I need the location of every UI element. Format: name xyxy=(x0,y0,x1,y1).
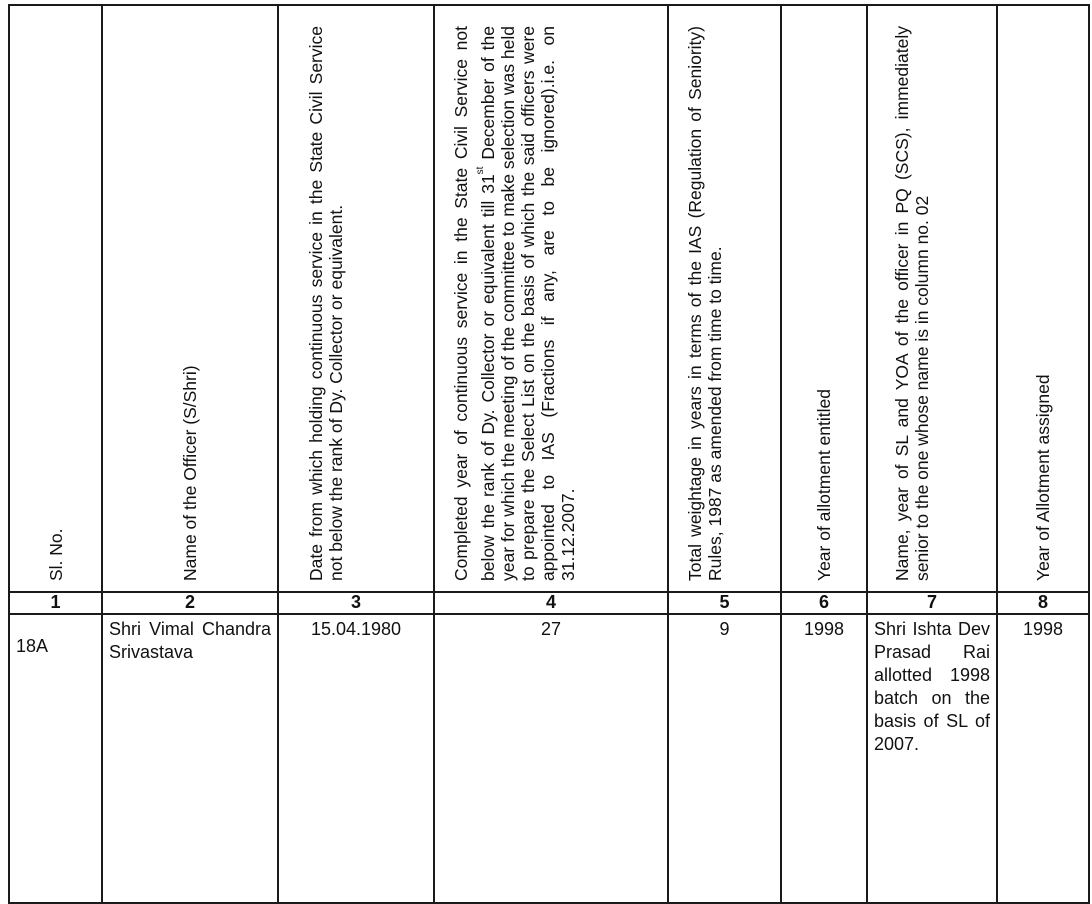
header-row xyxy=(9,5,1089,592)
completed-years-value: 27 xyxy=(434,614,668,903)
header-officer-name: Name of the Officer (S/Shri) xyxy=(180,365,200,581)
yoa-assigned-value: 1998 xyxy=(997,614,1089,903)
header-cell-sl-no xyxy=(9,5,102,592)
column-number: 2 xyxy=(102,592,278,614)
header-cell-name xyxy=(102,5,278,592)
header-completed-years: Completed year of continuous service in the State Civil Service not below the rank of Dy. Collector or equivalent till 31st December of the year for which the meeting of the committee to make selection was held to prepare the Select List on the basis of which the said officers were appointed to IAS (Fractions if any, are to be ignored).i.e. on 31.12.2007. xyxy=(451,26,578,581)
service-date-value: 15.04.1980 xyxy=(278,614,434,903)
column-number: 5 xyxy=(668,592,781,614)
header-cell-yoa-entitled xyxy=(781,5,867,592)
seniority-table xyxy=(8,4,1090,904)
table-row xyxy=(9,614,1089,903)
column-number: 1 xyxy=(9,592,102,614)
header-sl-no: Sl. No. xyxy=(45,528,66,581)
header-cell-yoa-assigned xyxy=(997,5,1089,592)
column-number: 7 xyxy=(867,592,997,614)
header-senior-officer: Name, year of SL and YOA of the officer in PQ (SCS), immediately senior to the one whose name is in column no. 02 xyxy=(892,26,932,581)
column-number: 6 xyxy=(781,592,867,614)
header-cell-date xyxy=(278,5,434,592)
officer-name-value: Shri Vimal Chandra Srivastava xyxy=(102,614,278,903)
header-cell-weightage xyxy=(668,5,781,592)
sl-no-value: 18A xyxy=(9,614,102,903)
header-cell-senior-officer xyxy=(867,5,997,592)
column-number: 8 xyxy=(997,592,1089,614)
header-yoa-assigned: Year of Allotment assigned xyxy=(1033,374,1053,581)
header-yoa-entitled: Year of allotment entitled xyxy=(814,389,834,581)
header-weightage: Total weightage in years in terms of the IAS (Regulation of Seniority) Rules, 1987 as amended from time to time. xyxy=(684,26,725,581)
column-number-row xyxy=(9,592,1089,614)
senior-officer-value: Shri Ishta Dev Prasad Rai allotted 1998 batch on the basis of SL of 2007. xyxy=(867,614,997,903)
weightage-value: 9 xyxy=(668,614,781,903)
header-cell-completed-years xyxy=(434,5,668,592)
yoa-entitled-value: 1998 xyxy=(781,614,867,903)
header-service-date: Date from which holding continuous service in the State Civil Service not below the rank of Dy. Collector or equivalent. xyxy=(306,26,346,581)
column-number: 4 xyxy=(434,592,668,614)
column-number: 3 xyxy=(278,592,434,614)
